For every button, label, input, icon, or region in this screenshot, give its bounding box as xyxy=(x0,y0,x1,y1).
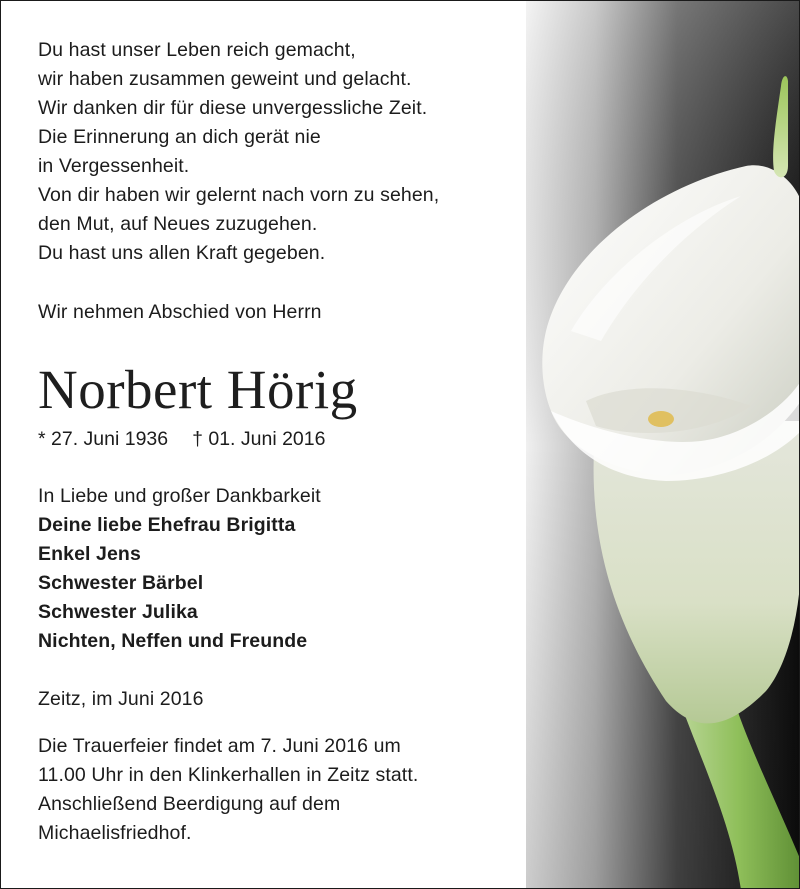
funeral-info-line: Anschließend Beerdigung auf dem xyxy=(38,793,341,815)
mourner-name: Schwester Julika xyxy=(38,601,198,623)
poem-line: Wir danken dir für diese unvergessliche Zeit. xyxy=(38,97,428,119)
poem-line: Du hast unser Leben reich gemacht, xyxy=(38,39,356,61)
poem-line: wir haben zusammen geweint und gelacht. xyxy=(38,68,412,90)
mourner-name: Schwester Bärbel xyxy=(38,572,204,594)
mourners-intro: In Liebe und großer Dankbarkeit xyxy=(38,485,321,507)
poem-line: Die Erinnerung an dich gerät nie xyxy=(38,126,321,148)
place-date: Zeitz, im Juni 2016 xyxy=(38,688,204,710)
life-dates xyxy=(38,428,325,451)
funeral-info-line: Michaelisfriedhof. xyxy=(38,822,192,844)
funeral-info-line: Die Trauerfeier findet am 7. Juni 2016 um xyxy=(38,735,401,757)
death-date: † 01. Juni 2016 xyxy=(192,428,326,450)
deceased-name: Norbert Hörig xyxy=(38,359,358,420)
mourner-name: Enkel Jens xyxy=(38,543,141,565)
mourner-name: Deine liebe Ehefrau Brigitta xyxy=(38,514,296,536)
mourner-name: Nichten, Neffen und Freunde xyxy=(38,630,308,652)
poem-line: den Mut, auf Neues zuzugehen. xyxy=(38,213,318,235)
poem-line: in Vergessenheit. xyxy=(38,155,190,177)
poem-line: Von dir haben wir gelernt nach vorn zu sehen, xyxy=(38,184,440,206)
calla-lily-icon xyxy=(526,1,800,889)
birth-date: * 27. Juni 1936 xyxy=(38,428,169,450)
funeral-info-line: 11.00 Uhr in den Klinkerhallen in Zeitz statt. xyxy=(38,764,419,786)
farewell-intro: Wir nehmen Abschied von Herrn xyxy=(38,301,322,323)
poem-line: Du hast uns allen Kraft gegeben. xyxy=(38,242,326,264)
